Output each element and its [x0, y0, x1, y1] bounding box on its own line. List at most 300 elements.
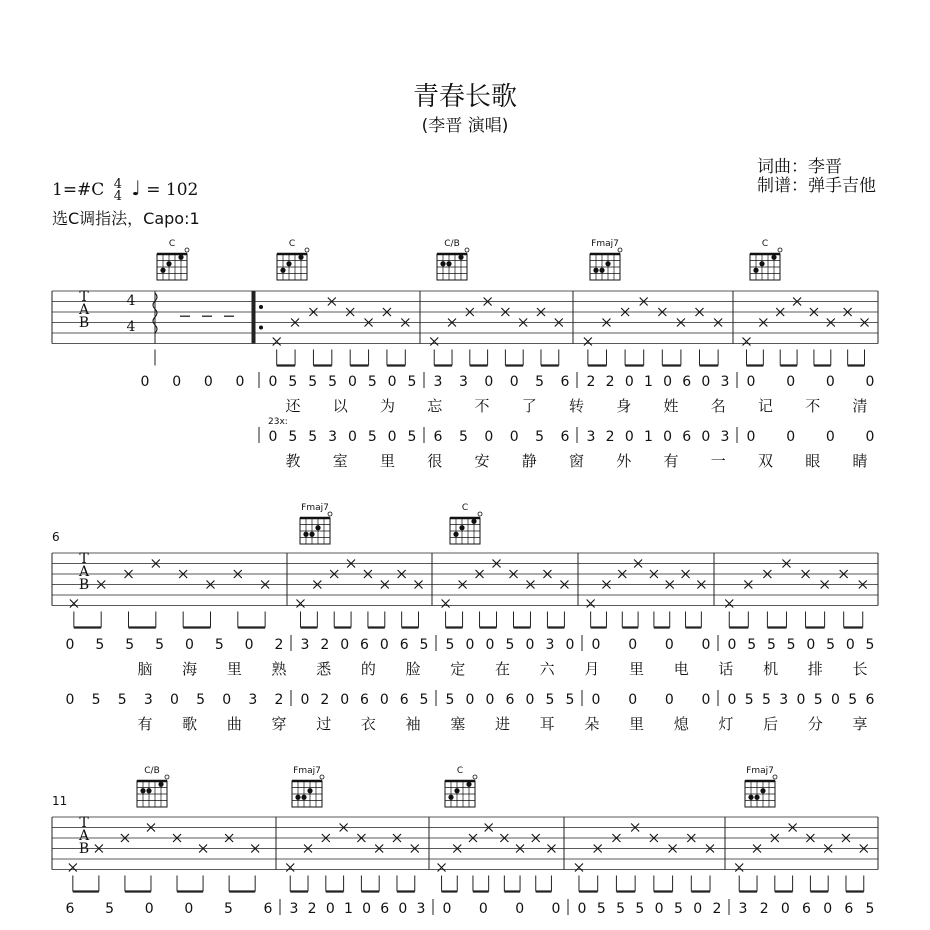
lyric-char: 为 [379, 397, 396, 415]
jianpu-note: 6 [360, 637, 369, 653]
jianpu-note: 6 [865, 692, 875, 708]
jianpu-note: 0 [786, 429, 796, 445]
jianpu-note: 0 [865, 429, 875, 445]
chord-name: Fmaj7 [746, 766, 774, 776]
chord-diagram [277, 248, 309, 280]
lyric-char: 忘 [427, 397, 443, 415]
tab-letter: B [78, 315, 90, 331]
lyric-char: 里 [226, 660, 242, 678]
jianpu-note: 0 [140, 374, 150, 390]
lyric-char: 袖 [405, 715, 421, 733]
jianpu-note: 2 [320, 637, 330, 653]
open-string-mark [185, 248, 189, 252]
jianpu-note: 3 [779, 692, 789, 708]
jianpu-note: 6 [682, 429, 692, 445]
tab-note-x [438, 864, 446, 872]
lyric-char: 话 [718, 660, 734, 678]
jianpu-note: 6 [399, 692, 409, 708]
tab-note-x [69, 864, 77, 872]
jianpu-note: 5 [565, 692, 575, 708]
jianpu-note: 1 [643, 374, 653, 390]
lyric-char: 进 [494, 715, 511, 733]
jianpu-note: 1 [643, 429, 653, 445]
jianpu-note: 0 [300, 692, 310, 708]
jianpu-note: 5 [766, 637, 776, 653]
lyric-char: 安 [474, 452, 490, 470]
lyric-char: 悉 [316, 660, 332, 678]
jianpu-note: 0 [184, 901, 194, 917]
jianpu-note: 0 [398, 901, 408, 917]
jianpu-note: 0 [865, 374, 875, 390]
jianpu-note: 5 [744, 692, 754, 708]
jianpu-note: 5 [545, 692, 555, 708]
jianpu-note: 0 [268, 374, 278, 390]
tab-note-x [70, 600, 78, 608]
jianpu-note: 0 [663, 429, 673, 445]
jianpu-note: 3 [720, 429, 730, 445]
jianpu-note: 0 [551, 901, 561, 917]
arranger-credit: 制谱：弹手吉他 [757, 176, 876, 196]
lyric-char: 里 [629, 660, 645, 678]
jianpu-note: 0 [664, 692, 674, 708]
chord-diagram [745, 775, 777, 807]
jianpu-note: 5 [223, 901, 233, 917]
jianpu-note: 0 [701, 692, 711, 708]
jianpu-note: 6 [505, 692, 515, 708]
lyric-char: 还 [285, 397, 301, 415]
jianpu-note: 0 [664, 637, 674, 653]
tab-letter: T [79, 289, 89, 305]
finger-dot [448, 795, 453, 800]
lyric-char: 塞 [450, 715, 466, 733]
lyric-char: 眼 [805, 452, 821, 470]
jianpu-note: 5 [125, 637, 135, 653]
repeat-dot [259, 305, 263, 309]
tab-letter: B [78, 577, 90, 593]
finger-dot [759, 261, 764, 266]
lyric-char: 名 [710, 397, 726, 415]
jianpu-note: 0 [485, 692, 495, 708]
jianpu-note: 3 [416, 901, 426, 917]
lyric-char: 很 [427, 452, 443, 470]
jianpu-note: 5 [596, 901, 606, 917]
jianpu-note: 0 [701, 374, 711, 390]
tab-note-x [587, 600, 595, 608]
jianpu-note: 0 [727, 692, 737, 708]
jianpu-note: 5 [95, 637, 105, 653]
lyric-char: 有 [137, 715, 153, 733]
jianpu-note: 5 [419, 692, 429, 708]
jianpu-note: 0 [628, 637, 638, 653]
jianpu-note: 3 [300, 637, 310, 653]
lyric-char: 教 [285, 452, 301, 470]
jianpu-note: 0 [845, 637, 855, 653]
finger-dot [471, 519, 476, 524]
lyric-char: 享 [852, 715, 868, 733]
tab-letter: T [79, 815, 89, 831]
tab-note-x [442, 600, 450, 608]
chord-diagram [157, 248, 189, 280]
capo-instruction: 选C调指法，Capo:1 [52, 209, 200, 228]
time-sig-bottom: 4 [126, 319, 136, 335]
tab-note-x [286, 864, 294, 872]
jianpu-note: 5 [105, 901, 115, 917]
jianpu-note: 5 [535, 429, 545, 445]
jianpu-note: 5 [407, 429, 417, 445]
jianpu-note: 0 [222, 692, 232, 708]
jianpu-note: 0 [387, 374, 397, 390]
lyric-char: 记 [757, 397, 774, 415]
jianpu-note: 0 [379, 692, 389, 708]
chord-diagram [300, 512, 332, 544]
lyric-char: 静 [521, 452, 537, 470]
jianpu-note: 0 [170, 692, 179, 708]
tab-letter: T [79, 551, 89, 567]
tab-note-x [273, 338, 281, 346]
jianpu-note: 0 [340, 692, 350, 708]
quarter-note-icon: ♩ [131, 176, 141, 200]
jianpu-note: 0 [786, 374, 796, 390]
jianpu-note: 0 [515, 901, 525, 917]
finger-dot [440, 261, 445, 266]
jianpu-note: 3 [586, 429, 596, 445]
lyric-char: 朵 [584, 715, 600, 733]
jianpu-note: 5 [407, 374, 417, 390]
finger-dot [453, 532, 458, 537]
lyric-char: 曲 [226, 715, 242, 733]
jianpu-note: 0 [693, 901, 703, 917]
jianpu-note: 6 [433, 429, 443, 445]
chord-name: C/B [444, 239, 460, 249]
jianpu-note: 0 [65, 692, 75, 708]
jianpu-note: 0 [831, 692, 840, 708]
lyric-char: 海 [182, 660, 198, 678]
jianpu-note: 0 [172, 374, 182, 390]
jianpu-note: 0 [825, 429, 835, 445]
tab-note-x [296, 600, 304, 608]
jianpu-note: 0 [478, 901, 488, 917]
jianpu-note: 0 [362, 901, 372, 917]
jianpu-note: 5 [445, 692, 455, 708]
repeat-count-mark: 23x: [268, 417, 288, 427]
jianpu-note: 3 [433, 374, 443, 390]
tab-note-x [584, 338, 592, 346]
jianpu-note: 0 [727, 637, 737, 653]
chord-diagram [292, 775, 324, 807]
chord-diagram [437, 248, 469, 280]
jianpu-note: 0 [624, 374, 634, 390]
lyric-char: 睛 [852, 452, 868, 470]
lyric-char: 清 [852, 397, 868, 415]
tab-note-x [742, 338, 750, 346]
jianpu-note: 6 [399, 637, 409, 653]
finger-dot [599, 268, 604, 273]
jianpu-note: 0 [628, 692, 638, 708]
lyric-char: 灯 [718, 715, 734, 733]
tab-note-x [430, 338, 438, 346]
lyric-char: 六 [539, 660, 555, 678]
jianpu-note: 0 [340, 637, 350, 653]
jianpu-note: 2 [274, 692, 284, 708]
jianpu-note: 0 [203, 374, 213, 390]
jianpu-note: 0 [591, 692, 601, 708]
jianpu-note: 3 [328, 429, 338, 445]
lyric-char: 长 [852, 660, 868, 678]
finger-dot [753, 268, 758, 273]
chord-name: Fmaj7 [293, 766, 321, 776]
jianpu-note: 0 [379, 637, 389, 653]
jianpu-note: 0 [746, 429, 756, 445]
chord-name: Fmaj7 [301, 503, 329, 513]
jianpu-note: 6 [802, 901, 811, 917]
lyric-char: 转 [568, 397, 585, 415]
finger-dot [446, 261, 451, 266]
jianpu-note: 5 [535, 374, 545, 390]
finger-dot [178, 255, 183, 260]
open-string-mark [320, 775, 324, 779]
jianpu-note: 0 [484, 374, 494, 390]
lyric-char: 熟 [271, 660, 287, 678]
jianpu-note: 5 [505, 637, 515, 653]
key-label: 1=#C [52, 180, 105, 200]
open-string-mark [778, 248, 782, 252]
open-string-mark [328, 512, 332, 516]
lyric-char: 熄 [673, 715, 689, 733]
finger-dot [280, 268, 285, 273]
tab-letter: A [78, 828, 90, 844]
finger-dot [303, 532, 308, 537]
finger-dot [605, 261, 610, 266]
jianpu-note: 5 [155, 637, 165, 653]
lyric-char: 里 [379, 452, 396, 470]
jianpu-note: 0 [325, 901, 335, 917]
jianpu-note: 5 [288, 374, 298, 390]
jianpu-note: 0 [184, 637, 194, 653]
tab-letter: A [78, 564, 90, 580]
jianpu-note: 0 [746, 374, 756, 390]
jianpu-note: 0 [244, 637, 254, 653]
jianpu-note: 3 [143, 692, 153, 708]
jianpu-note: 6 [682, 374, 692, 390]
finger-dot [146, 788, 151, 793]
jianpu-note: 0 [806, 637, 816, 653]
finger-dot [760, 788, 765, 793]
song-title: 青春长歌 [412, 82, 517, 112]
finger-dot [309, 532, 314, 537]
jianpu-note: 5 [673, 901, 683, 917]
lyric-char: 排 [807, 660, 823, 678]
finger-dot [301, 795, 306, 800]
jianpu-note: 5 [813, 692, 823, 708]
lyric-char: 外 [616, 452, 632, 470]
lyric-char: 后 [763, 715, 779, 733]
song-subtitle: (李晋 演唱) [421, 116, 509, 136]
jianpu-note: 3 [248, 692, 258, 708]
chord-name: C [761, 239, 769, 249]
finger-dot [140, 788, 145, 793]
jianpu-note: 0 [465, 692, 475, 708]
jianpu-note: 5 [826, 637, 836, 653]
chord-name: C/B [144, 766, 160, 776]
lyric-char: 窗 [568, 452, 585, 470]
chord-diagram [590, 248, 622, 280]
lyric-char: 以 [332, 397, 348, 415]
open-string-mark [473, 775, 477, 779]
lyric-char: 一 [710, 452, 726, 470]
lyric-char: 衣 [360, 715, 376, 733]
jianpu-note: 5 [214, 637, 224, 653]
lyric-char: 脸 [405, 660, 421, 678]
jianpu-note: 2 [605, 374, 615, 390]
jianpu-note: 0 [591, 637, 601, 653]
jianpu-note: 5 [367, 429, 377, 445]
time-bottom: 4 [113, 188, 122, 204]
chord-diagram [137, 775, 169, 807]
time-top: 4 [113, 176, 122, 192]
jianpu-note: 6 [560, 429, 570, 445]
jianpu-note: 1 [343, 901, 353, 917]
finger-dot [307, 788, 312, 793]
finger-dot [454, 788, 459, 793]
lyric-char: 里 [629, 715, 645, 733]
chord-name: C [456, 766, 464, 776]
jianpu-note: 0 [701, 429, 711, 445]
jianpu-note: 5 [865, 901, 875, 917]
jianpu-note: 5 [635, 901, 645, 917]
chord-name: C [168, 239, 176, 249]
finger-dot [160, 268, 165, 273]
jianpu-note: 0 [565, 637, 575, 653]
jianpu-note: 3 [738, 901, 748, 917]
finger-dot [166, 261, 171, 266]
finger-dot [286, 261, 291, 266]
jianpu-note: 0 [796, 692, 806, 708]
jianpu-note: 5 [328, 374, 338, 390]
lyric-char: 月 [584, 660, 600, 678]
finger-dot [748, 795, 753, 800]
jianpu-note: 0 [144, 901, 154, 917]
jianpu-note: 0 [663, 374, 673, 390]
lyric-char: 脑 [137, 660, 153, 678]
finger-dot [315, 525, 320, 530]
open-string-mark [478, 512, 482, 516]
lyric-char: 机 [763, 660, 779, 678]
measure-number: 11 [52, 794, 68, 808]
lyric-char: 不 [474, 397, 490, 415]
jianpu-note: 0 [525, 692, 535, 708]
jianpu-note: 5 [91, 692, 101, 708]
jianpu-note: 2 [307, 901, 317, 917]
lyric-char: 不 [805, 397, 821, 415]
jianpu-note: 5 [616, 901, 626, 917]
jianpu-note: 0 [701, 637, 711, 653]
lyric-char: 身 [616, 397, 632, 415]
jianpu-note: 0 [509, 429, 519, 445]
jianpu-note: 5 [308, 374, 318, 390]
lyric-char: 耳 [539, 715, 555, 733]
jianpu-note: 5 [117, 692, 127, 708]
jianpu-note: 3 [720, 374, 730, 390]
lyric-char: 有 [663, 452, 679, 470]
chord-diagram [445, 775, 477, 807]
jianpu-note: 5 [308, 429, 318, 445]
jianpu-note: 2 [605, 429, 615, 445]
jianpu-note: 5 [367, 374, 377, 390]
finger-dot [158, 782, 163, 787]
tab-note-x [735, 864, 743, 872]
jianpu-note: 6 [263, 901, 273, 917]
lyric-char: 了 [521, 397, 537, 415]
jianpu-note: 5 [445, 637, 455, 653]
lyric-char: 电 [673, 660, 689, 678]
jianpu-note: 5 [747, 637, 757, 653]
lyric-char: 室 [332, 452, 348, 470]
jianpu-note: 0 [484, 429, 494, 445]
jianpu-note: 0 [780, 901, 790, 917]
jianpu-note: 0 [509, 374, 519, 390]
measure-number: 6 [52, 530, 60, 544]
lyricist-credit: 词曲：李晋 [757, 157, 842, 177]
jianpu-note: 3 [545, 637, 555, 653]
jianpu-note: 5 [196, 692, 206, 708]
jianpu-note: 5 [419, 637, 429, 653]
jianpu-note: 2 [274, 637, 284, 653]
jianpu-note: 0 [347, 429, 357, 445]
finger-dot [754, 795, 759, 800]
lyric-char: 双 [757, 452, 774, 470]
jianpu-note: 0 [485, 637, 495, 653]
jianpu-note: 0 [387, 429, 397, 445]
open-string-mark [465, 248, 469, 252]
jianpu-note: 2 [586, 374, 596, 390]
jianpu-note: 0 [465, 637, 475, 653]
jianpu-note: 3 [458, 374, 468, 390]
jianpu-note: 5 [786, 637, 796, 653]
jianpu-note: 0 [525, 637, 535, 653]
open-string-mark [618, 248, 622, 252]
jianpu-note: 6 [360, 692, 369, 708]
jianpu-note: 0 [65, 637, 75, 653]
jianpu-note: 6 [560, 374, 570, 390]
finger-dot [458, 255, 463, 260]
jianpu-note: 5 [848, 692, 858, 708]
jianpu-note: 2 [712, 901, 722, 917]
jianpu-note: 0 [823, 901, 833, 917]
lyric-char: 歌 [182, 715, 198, 733]
jianpu-note: 2 [320, 692, 330, 708]
open-string-mark [165, 775, 169, 779]
tab-letter: A [78, 302, 90, 318]
jianpu-note: 0 [347, 374, 357, 390]
open-string-mark [773, 775, 777, 779]
jianpu-note: 6 [380, 901, 390, 917]
lyric-char: 在 [494, 660, 511, 678]
time-sig-top: 4 [126, 293, 136, 309]
tab-letter: B [78, 841, 90, 857]
jianpu-note: 0 [268, 429, 278, 445]
jianpu-note: 5 [865, 637, 875, 653]
jianpu-note: 6 [65, 901, 75, 917]
jianpu-note: 5 [458, 429, 468, 445]
lyric-char: 过 [316, 715, 332, 733]
chord-diagram [450, 512, 482, 544]
finger-dot [466, 782, 471, 787]
finger-dot [771, 255, 776, 260]
jianpu-note: 5 [762, 692, 771, 708]
lyric-char: 穿 [271, 715, 287, 733]
finger-dot [459, 525, 464, 530]
chord-name: C [461, 503, 469, 513]
